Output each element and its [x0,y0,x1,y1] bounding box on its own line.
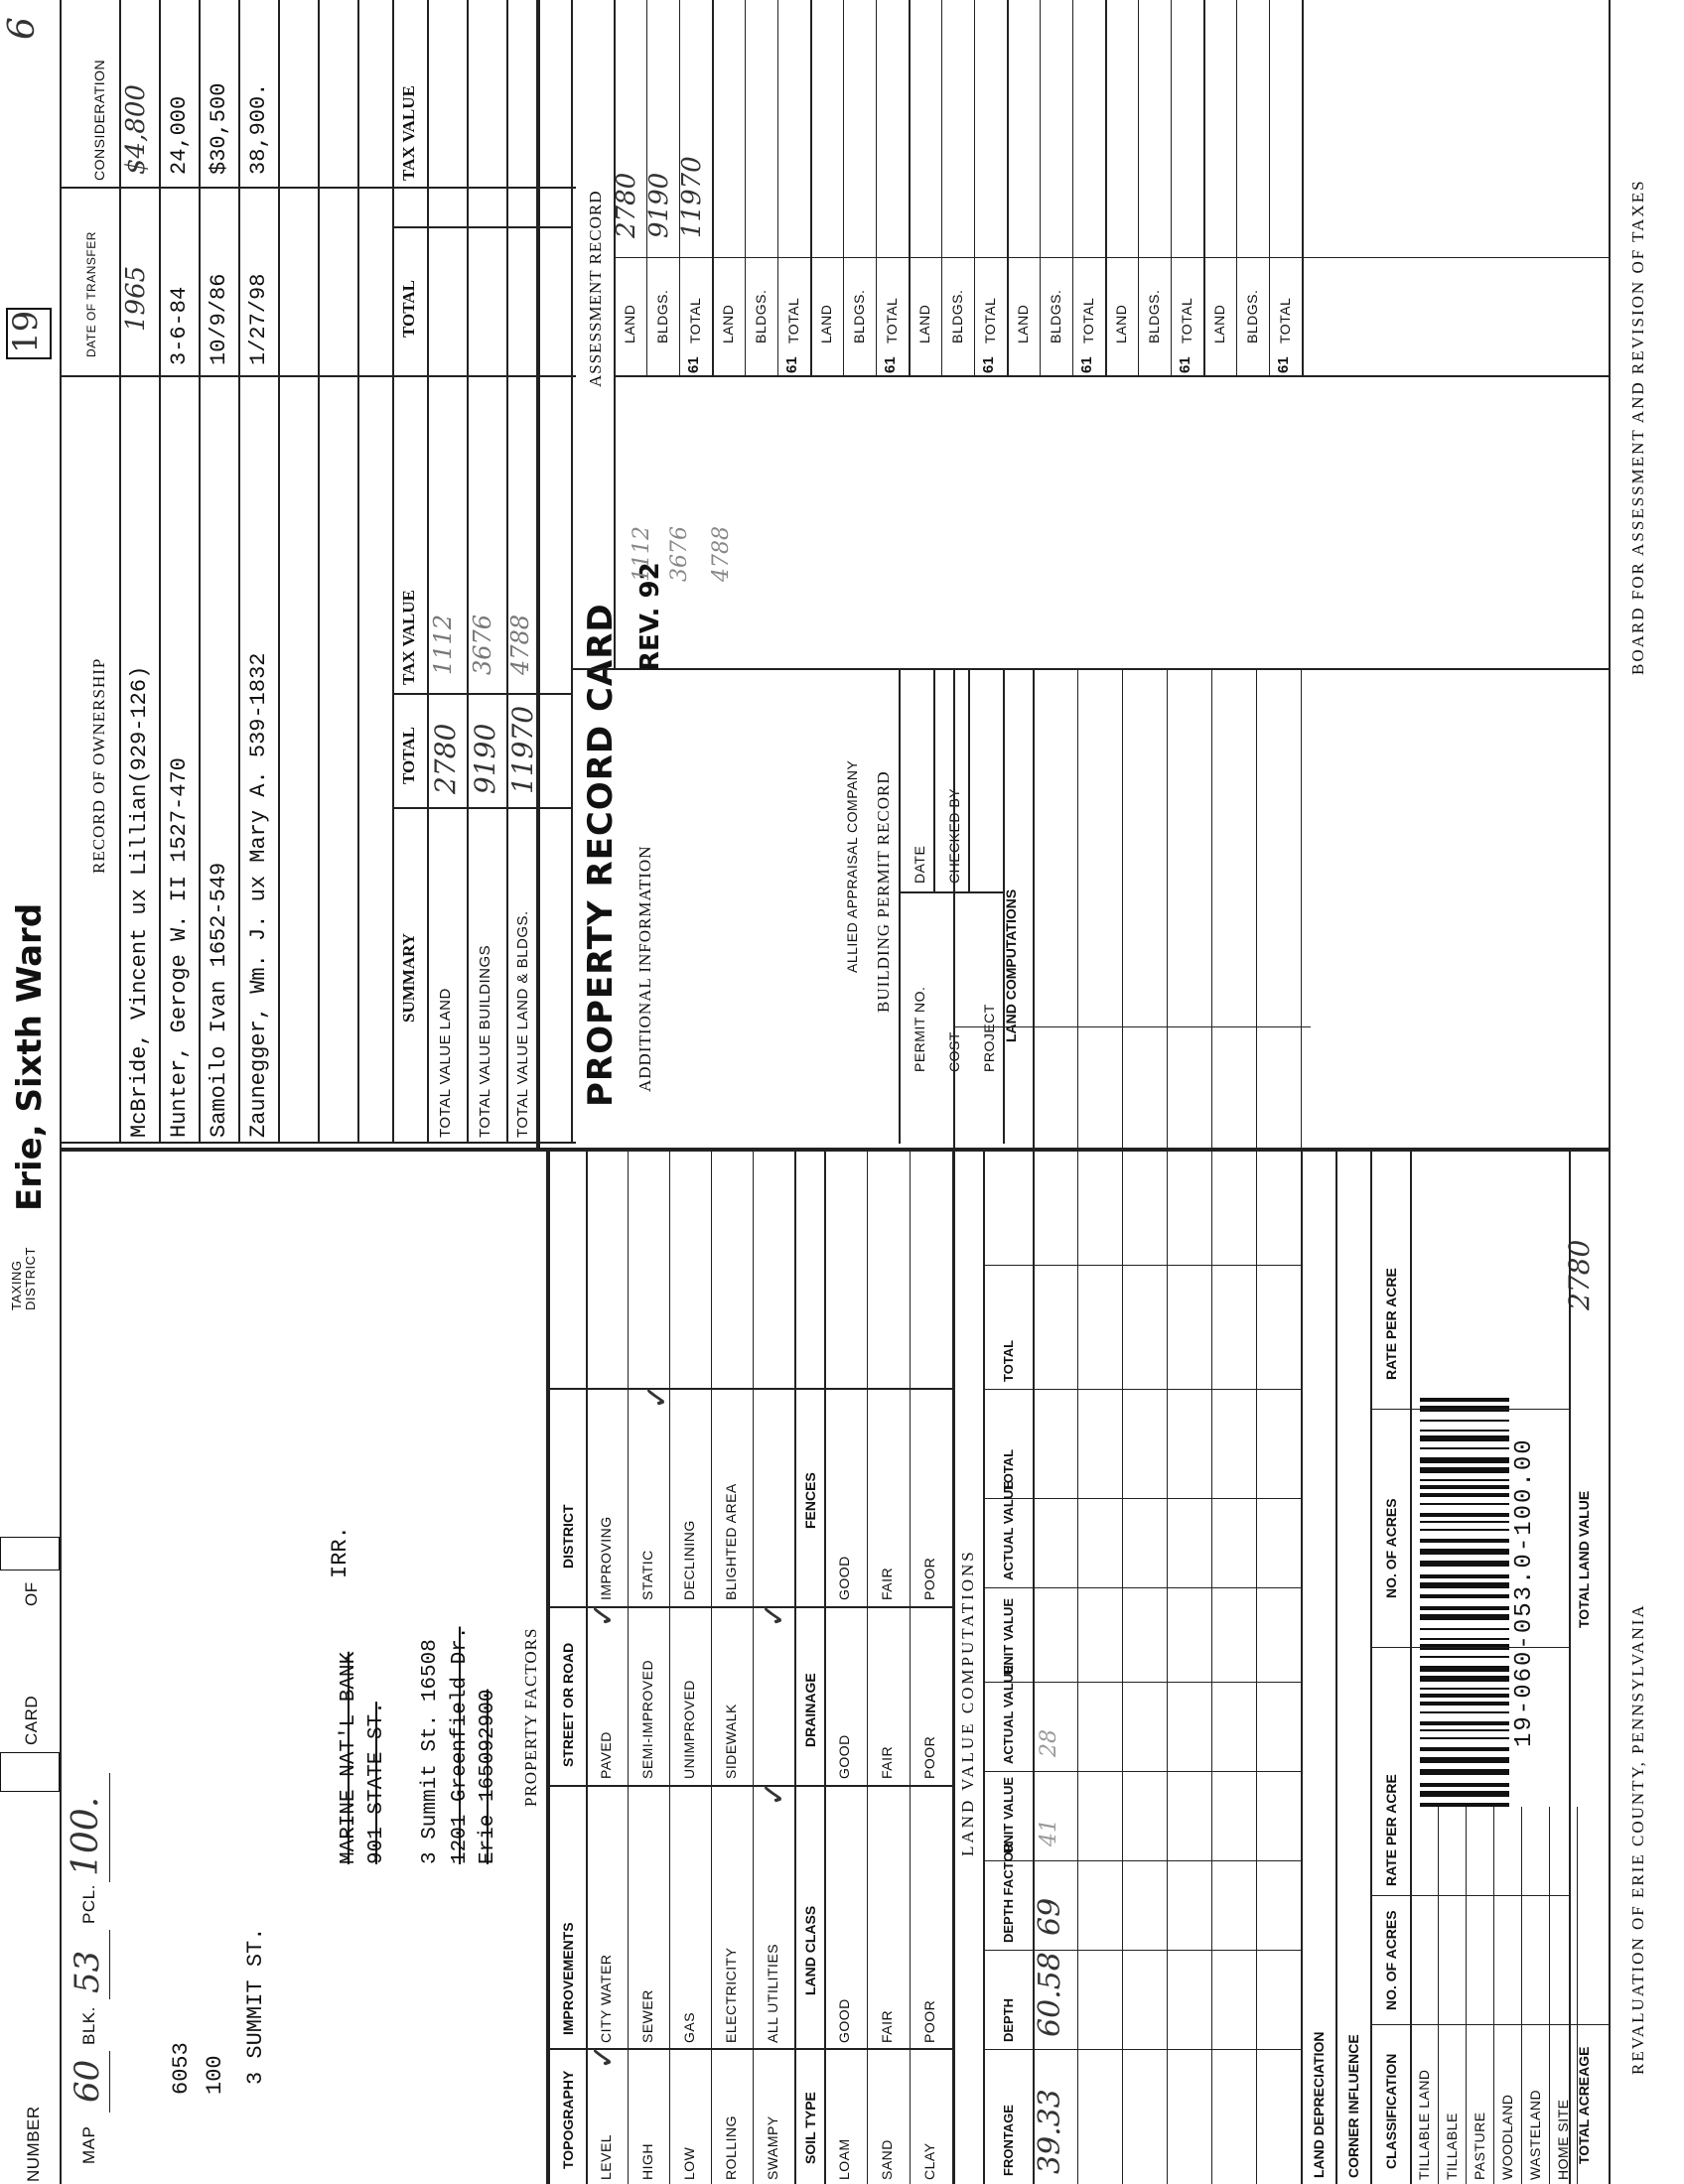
assess-label: BLDGS. [851,289,867,343]
summary-row-1-label: TOTAL VALUE LAND [437,988,454,1138]
assess-row-line [745,0,746,377]
property-code-2: 100 [203,2055,227,2095]
summary-row-3-tax: 4788 [506,614,534,675]
land-depreciation-label: LAND DEPRECIATION [1311,2031,1327,2178]
ownership-title: RECORD OF OWNERSHIP [89,657,108,874]
check-level: ✓ [584,2043,622,2070]
class-col-line [1370,1647,1569,1648]
lvc-depth: 60.58 [1033,1952,1067,2037]
summary-header-line [571,0,573,1144]
class-row-line [1577,1807,1578,2184]
street-item: PAVED [598,1731,614,1779]
summary-row-line-3 [506,0,508,1144]
lvc-col-line [953,1026,1311,1027]
lvc-header: TOTAL [1001,1448,1016,1491]
owner-line-1: MARINE NAT'L BANK [338,1651,360,1864]
lvc-frontage: 39.33 [1033,2089,1067,2174]
district-item: BLIGHTED AREA [723,1483,739,1600]
improvement-item: GAS [681,2011,697,2043]
map-value: 60 [68,2059,107,2103]
lvc-row-line [1077,670,1078,2184]
assess-row-line [1072,0,1073,377]
assess-row-line [1236,0,1237,377]
lvc-header: TOTAL [1001,1339,1016,1382]
class-item: HOME SITE [1555,2099,1571,2180]
ownership-row-line-3 [238,0,240,1144]
assess-label: TOTAL [884,297,900,343]
assess-row-line [1040,0,1041,377]
class-row-line [1466,1807,1467,2184]
owner-line-4: 1201 Greenfield Dr. [449,1626,472,1864]
property-code-1: 6053 [169,2042,194,2095]
owner-row-1-date: 1965 [121,265,151,332]
classification-header: CLASSIFICATION [1383,2053,1399,2169]
ownership-row-line-5 [318,0,320,1144]
district-item: DECLINING [681,1520,697,1600]
parcel-number: 19-060-053.0-100.00 [1511,1437,1538,1747]
bottom-line [1609,0,1611,2184]
check-paved: ✓ [584,1601,622,1628]
allied-appraisal: ALLIED APPRAISAL COMPANY [844,759,860,973]
class-item: WASTELAND [1527,2089,1543,2180]
assess-label: BLDGS. [949,289,965,343]
assess-label: LAND [818,304,834,343]
blk-label: BLK. [79,2006,98,2045]
lvc-header: DEPTH FACTOR [1001,1843,1016,1943]
taxing-district-value: Erie, Sixth Ward [10,902,50,1211]
soil-header-top [794,1152,796,2184]
assess-label: BLDGS. [1244,289,1260,343]
ownership-row-line-7 [392,0,394,1144]
district-item: STATIC [639,1550,655,1600]
district-header: DISTRICT [560,1504,576,1569]
card-label: CARD [22,1695,41,1745]
soil-item: SAND [879,2139,895,2180]
topography-item: ROLLING [723,2116,739,2180]
lvc-top-line [953,670,955,2184]
street-item: SEMI-IMPROVED [639,1659,655,1779]
pencil-1: 1112 [630,526,654,582]
owner-line-2: 901 STATE ST. [365,1702,388,1864]
property-address: 3 SUMMIT ST. [243,1927,268,2085]
class-item: WOODLAND [1499,2094,1515,2180]
assess-row-line [1302,0,1304,377]
improvements-header: IMPROVEMENTS [560,1922,576,2035]
soil-row-line [910,1152,911,2184]
assess-year: 61 [1275,356,1292,373]
summary-total-header: TOTAL [399,727,418,784]
assess-label: TOTAL [1179,297,1194,343]
summary-title: SUMMARY [399,932,418,1023]
check-all-utilities: ✓ [755,1780,792,1807]
permit-line-2 [968,670,970,893]
assessment-left-divider [571,668,1609,670]
lvc-col-line [983,1389,1301,1390]
assess-year: 61 [783,356,800,373]
drainage-item: POOR [921,1735,937,1779]
assessment-header-line [614,0,616,670]
fences-item: POOR [921,1557,937,1600]
permit-date-label: DATE [912,845,927,884]
additional-information: ADDITIONAL INFORMATION [635,845,654,1092]
owner-row-3-consideration: $30,500 [207,82,231,175]
of-box [0,1537,60,1570]
assess-row-line [1203,0,1205,377]
owner-row-1-name: McBride, Vincent ux Lillian(929-126) [127,665,152,1138]
rate-header-1: RATE PER ACRE [1383,1774,1399,1886]
summary-row-2-tax: 3676 [469,614,496,675]
check-sidewalk: ✓ [755,1601,792,1628]
acres-header-1: NO. OF ACRES [1383,1910,1399,2010]
footer-left: REVALUATION OF ERIE COUNTY, PENNSYLVANIA [1628,1603,1647,2075]
assess-label: TOTAL [982,297,998,343]
fences-item: FAIR [879,1567,895,1600]
land-class-item: POOR [921,1999,937,2043]
lvc-header: ACTUAL VALUE [1001,1665,1016,1764]
assess-value: 11970 [677,156,707,238]
owner-row-4-date: 1/27/98 [246,273,271,365]
total-land-value-amount: 2780 [1563,1239,1596,1310]
assess-label: BLDGS. [1146,289,1162,343]
assess-year: 61 [1078,356,1095,373]
total-land-value-label: TOTAL LAND VALUE [1576,1490,1592,1628]
class-item: TILLABLE LAND [1416,2069,1432,2180]
ward-code: 19 [6,310,46,353]
topography-item: HIGH [639,2143,655,2180]
district-item: IMPROVING [598,1516,614,1600]
soil-header: SOIL TYPE [802,2092,818,2164]
map-underline [109,2051,110,2113]
pcl-label: PCL. [79,1884,98,1924]
assess-year: 61 [1177,356,1193,373]
lvc-row-line [1167,670,1168,2184]
owner-row-2-consideration: 24,000 [167,95,192,175]
drainage-header: DRAINAGE [802,1673,818,1747]
summary-right-divider-2 [392,226,571,228]
summary-row-3-total: 11970 [506,705,539,794]
land-class-item: GOOD [836,1998,852,2043]
owner-row-3-name: Samoilo Ivan 1652-549 [207,862,231,1138]
pencil-2: 3676 [667,526,692,582]
summary-total-divider [392,807,571,809]
class-row-line [1549,1807,1550,2184]
assess-row-line [909,0,911,377]
street-item: SIDEWALK [723,1704,739,1779]
fences-header: FENCES [802,1472,818,1529]
pencil-3: 4788 [709,526,734,582]
summary-tax-divider [392,693,571,695]
lvc-row-line [1211,670,1212,2184]
topography-item: LEVEL [598,2133,614,2180]
class-header-top [1370,1152,1372,2184]
assess-row-line [1105,0,1107,377]
class-row-line [1521,1807,1522,2184]
of-label: OF [22,1581,41,1606]
assess-row-line [974,0,975,377]
soil-item: CLAY [921,2142,937,2180]
footer-right: BOARD FOR ASSESSMENT AND REVISION OF TAXES [1628,179,1647,675]
owner-line-3: 3 Summit St. 16508 [419,1639,442,1864]
assess-label: LAND [1015,304,1031,343]
owner-row-1-consideration: $4,800 [121,84,151,175]
soil-row-line [952,1152,953,2184]
class-col-line [1370,1895,1569,1896]
class-item: TILLABLE [1444,2113,1460,2180]
card-box [0,1752,60,1792]
assess-value: 2780 [612,172,641,238]
assess-row-line [876,0,877,377]
topography-item: SWAMPY [765,2116,780,2180]
check-improving: ✓ [637,1383,675,1410]
permit-project-label: PROJECT [981,1004,997,1072]
summary-tax-header: TAX VALUE [399,590,418,685]
factors-top-line [546,1152,550,2184]
improvement-item: ELECTRICITY [723,1947,739,2043]
assess-label: TOTAL [687,297,703,343]
lvc-unit-value: 41 [1037,1819,1061,1846]
ownership-row-line-6 [357,0,359,1144]
assess-label: BLDGS. [1048,289,1063,343]
number-label: NUMBER [24,2106,43,2182]
owner-row-2-name: Hunter, Geroge W. II 1527-470 [167,757,192,1138]
assess-label: TOTAL [785,297,801,343]
lvc-header: UNIT VALUE [1001,1776,1016,1853]
assess-row-line [1138,0,1139,377]
assess-year: 61 [685,356,702,373]
acres-header-2: NO. OF ACRES [1383,1498,1399,1598]
ownership-row-line-4 [278,0,280,1144]
pcl-underline [109,1773,110,1882]
corner-top [1335,1152,1337,2184]
soil-row-line [867,1152,868,2184]
assess-col-line [614,375,1609,377]
improvement-item: SEWER [639,1989,655,2043]
soil-item: LOAM [836,2138,852,2180]
assess-row-line [712,0,714,377]
factor-row-line [669,1152,670,2184]
lvc-row-line [1122,670,1123,2184]
street-item: UNIMPROVED [681,1680,697,1779]
permit-checked-label: CHECKED BY [946,787,962,884]
topography-item: LOW [681,2146,697,2180]
total-acreage-top [1569,1152,1571,2184]
lvc-header: FRONTAGE [1001,2105,1016,2176]
factors-col-4 [546,1388,953,1390]
owner-row-4-consideration: 38,900. [246,82,271,175]
land-class-item: FAIR [879,2009,895,2043]
factor-row-line [711,1152,712,2184]
assess-label: BLDGS. [753,289,769,343]
assess-row-line [810,0,812,377]
assess-col-line [614,257,1609,258]
property-factors-title: PROPERTY FACTORS [521,1627,540,1807]
lvc-header: ACTUAL VALUE [1001,1481,1016,1580]
summary-row-3-label: TOTAL VALUE LAND & BLDGS. [514,910,531,1138]
corner-influence-label: CORNER INFLUENCE [1345,2034,1361,2178]
summary-row-1-total: 2780 [429,723,462,794]
header-divider [60,0,62,2184]
summary-right-total-header: TOTAL [399,280,418,338]
lvc-header-top [983,1152,985,2184]
factors-header-line [586,1152,588,2184]
lvc-col-line [953,1151,1311,1152]
permit-divider [899,891,1003,893]
summary-row-line-2 [467,0,469,1144]
class-col-line [1370,1409,1569,1410]
lvc-col-line [983,1498,1301,1499]
assess-row-line [1171,0,1172,377]
drainage-item: FAIR [879,1745,895,1779]
summary-row-line-1 [427,0,429,1144]
summary-row-2-label: TOTAL VALUE BUILDINGS [477,944,493,1138]
lvc-header: DEPTH [1001,1997,1016,2042]
blk-underline [109,1930,110,1999]
assessment-title: ASSESSMENT RECORD [586,190,605,387]
owner-row-2-date: 3-6-84 [167,286,192,365]
topography-header: TOPOGRAPHY [560,2070,576,2169]
class-header-bottom [1410,1152,1412,2184]
summary-row-2-total: 9190 [469,723,501,794]
building-permit-title: BUILDING PERMIT RECORD [874,770,893,1013]
assess-label: BLDGS. [654,289,670,343]
number-value: 6 [2,17,43,40]
blk-value: 53 [68,1950,107,1993]
factor-row-line [753,1152,754,2184]
lvc-col-line [983,1771,1301,1772]
pcl-value: 100. [66,1796,106,1876]
lvc-col-line [983,1860,1301,1861]
lvc-header: UNIT VALUE [1001,1597,1016,1675]
owner-row-4-name: Zaunegger, Wm. J. ux Mary A. 539-1832 [246,652,271,1138]
assess-row-line [1269,0,1270,377]
assess-row-line [1007,0,1009,377]
permit-cost-label: COST [946,1031,962,1072]
summary-top-line [536,0,540,1152]
lvc-col-line [983,2049,1301,2050]
card-title: PROPERTY RECORD CARD [581,603,621,1107]
lvc-col-line [983,1950,1301,1951]
barcode [1420,1330,1509,1807]
land-computations-label: LAND COMPUTATIONS [1003,888,1019,1042]
ownership-row-line-1 [159,0,161,1144]
lvc-title: LAND VALUE COMPUTATIONS [958,1549,977,1856]
total-acreage-label: TOTAL ACREAGE [1576,2046,1592,2164]
ownership-row-line-2 [199,0,201,1144]
soil-header-bottom [824,1152,826,2184]
rev-stamp: REV. 92 [635,562,665,671]
consideration-header: CONSIDERATION [91,59,107,181]
lvc-row-line [1256,670,1257,2184]
assess-row-line [941,0,942,377]
fences-item: GOOD [836,1556,852,1600]
drainage-item: GOOD [836,1734,852,1779]
date-of-transfer-header: DATE OF TRANSFER [84,231,98,357]
assess-year: 61 [980,356,997,373]
class-col-line [1370,2024,1609,2025]
owner-row-3-date: 10/9/86 [207,273,231,365]
permit-line-1 [933,670,935,893]
assess-label: TOTAL [1080,297,1096,343]
assess-row-line [777,0,778,377]
class-row-line [1493,1807,1494,2184]
factor-row-line [628,1152,629,2184]
assess-label: LAND [720,304,736,343]
rate-header-2: RATE PER ACRE [1383,1268,1399,1380]
improvement-item: CITY WATER [598,1954,614,2043]
permit-no-label: PERMIT NO. [912,986,927,1072]
improvement-item: ALL UTILITIES [765,1943,780,2043]
lvc-col-line [983,1587,1301,1588]
assess-row-line [843,0,844,377]
class-item: PASTURE [1472,2112,1487,2180]
summary-right-divider [392,375,571,377]
lvc-col-line [983,1265,1301,1266]
assess-label: TOTAL [1277,297,1293,343]
map-label: MAP [79,2125,98,2164]
assess-year: 61 [882,356,899,373]
main-vertical-divider [60,1148,1609,1152]
lvc-actual-value: 28 [1037,1729,1061,1757]
street-header: STREET OR ROAD [560,1642,576,1767]
summary-row-1-tax: 1112 [429,614,457,675]
permit-line-0 [899,670,901,1144]
assess-label: LAND [622,304,637,343]
land-class-header: LAND CLASS [802,1905,818,1995]
class-row-line [1438,1807,1439,2184]
lvc-depth-factor: 69 [1033,1897,1067,1936]
assess-value: 9190 [644,172,674,238]
assess-label: LAND [916,304,932,343]
factors-col-2 [546,1785,953,1787]
owner-line-5: Erie 165092900 [477,1689,499,1864]
taxing-district-label: TAXING DISTRICT [9,1247,38,1310]
assess-label: LAND [1113,304,1129,343]
summary-right-tax-header: TAX VALUE [399,85,418,181]
lvc-row-line [1301,670,1302,2184]
assess-label: LAND [1211,304,1227,343]
lvc-col-line [983,1682,1301,1683]
irr-label: IRR. [328,1526,352,1578]
